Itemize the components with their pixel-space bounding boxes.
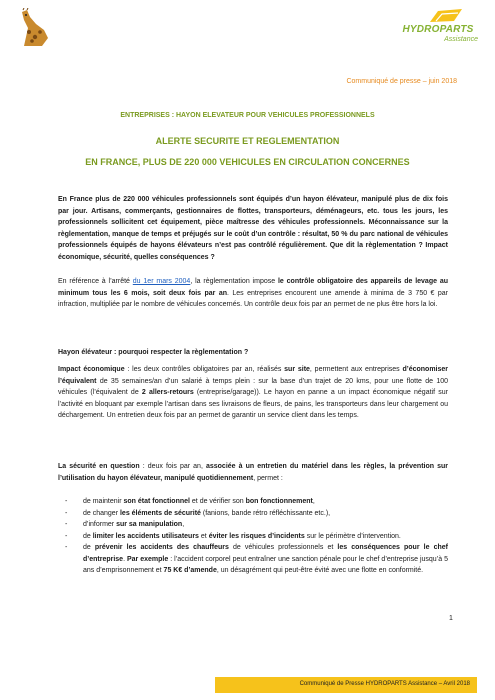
section-heading-text: Hayon élévateur : pourquoi respecter la règlementation ?	[58, 349, 249, 356]
list-item: - de changer les éléments de sécurité (fanions, bande rétro réfléchissante etc.),	[58, 508, 448, 520]
document-title: ALERTE SECURITE ET REGLEMENTATION	[155, 136, 340, 146]
list-item: - d’informer sur sa manipulation,	[58, 519, 448, 531]
document-kicker: ENTREPRISES : HAYON ELEVATEUR POUR VEHICULES PROFESSIONNELS	[120, 112, 375, 119]
giraffe-logo-icon	[18, 8, 52, 46]
safety-list	[58, 496, 448, 577]
logo-name: HYDROPARTS	[402, 24, 474, 35]
intro-paragraph	[58, 194, 448, 263]
dash-bullet-icon: -	[65, 521, 68, 528]
footer-text: Communiqué de Presse HYDROPARTS Assistance – Avril 2018	[299, 681, 470, 687]
logo-swoosh-icon	[428, 8, 464, 24]
economic-impact-paragraph	[58, 364, 448, 422]
regulation-text: En référence à l’arrêté du 1er mars 2004, la règlementation impose le contrôle obligatoire des appareils de levage au minimum tous les 6 mois, soit deux fois par an. Les entreprises encourent une amende à minima de 3 750 € par infraction, multipliée par le nombre de véhicules concernés. Un contrôle deux fois par an permet de ne plus être hors la loi.	[58, 278, 449, 308]
logo-subtitle: Assistance	[444, 36, 478, 43]
press-release-dateline: Communiqué de presse – juin 2018	[346, 78, 457, 85]
safety-lead-text: La sécurité en question : deux fois par an, associée à un entretien du matériel dans les règles, la prévention sur l’utilisation du hayon élévateur, manipulé quotidiennement, permet :	[58, 463, 449, 482]
regulation-paragraph	[58, 276, 448, 311]
section-heading	[58, 347, 448, 359]
safety-bullet-list	[58, 496, 448, 577]
list-item: - de limiter les accidents utilisateurs et éviter les risques d’incidents sur le périmètre d’intervention.	[58, 531, 448, 543]
document-subtitle: EN FRANCE, PLUS DE 220 000 VEHICULES EN CIRCULATION CONCERNES	[85, 157, 410, 167]
dash-bullet-icon: -	[65, 532, 68, 540]
dash-bullet-icon: -	[65, 498, 68, 505]
page-number: 1	[449, 615, 453, 622]
hydroparts-logo	[398, 8, 478, 48]
list-item: - de maintenir son état fonctionnel et de vérifier son bon fonctionnement,	[58, 496, 448, 508]
safety-paragraph	[58, 461, 448, 484]
dash-bullet-icon: -	[65, 509, 68, 517]
economic-impact-text: Impact économique : les deux contrôles obligatoires par an, réalisés sur site, permettent aux entreprises d’économiser l’équivalent de 35 semaines/an d’un salarié à temps plein : sur la base d’un trajet de 20 kms, pour une flotte de 100 véhicules (l’équivalent de 2 allers-retours (entreprise/garage)). Le hayon en panne a un impact économique négatif sur l’activité en bloquant par exemple l’artisan dans ses livraisons de fleurs, de pains, les transporteurs dans leur chargement ou déchargement. Un entretien deux fois par an permet de garantir un service client dans les temps.	[58, 366, 448, 419]
dash-bullet-icon: -	[65, 544, 68, 551]
decree-link[interactable]: du 1er mars 2004	[132, 278, 191, 285]
intro-text: En France plus de 220 000 véhicules professionnels sont équipés d’un hayon élévateur, manipulé plus de dix fois par jour. Artisans, commerçants, gestionnaires de flottes, transporteurs, déménageurs, etc. tous les jours, les professionnels sollicitent cet équipement, pièce maîtresse des véhicules professionnels. Méconnaissance sur la règlementation, manque de temps et préjugés sur le coût d’un contrôle : résultat, 50 % du parc national de véhicules professionnels équipés de hayons élévateurs n’est pas contrôlé régulièrement. Que dit la règlementation ? Impact économique, sécurité, quelles conséquences ?	[58, 196, 448, 261]
list-item: - de prévenir les accidents des chauffeurs de véhicules professionnels et les conséquences pour le chef d’entreprise. Par exemple : l’accident corporel peut entraîner une sanction pénale pour le chef d’entreprise jusqu’à 5 ans d’emprisonnement et 75 K€ d’amende, un désagrément qui peut-être évité avec une flotte en conformité.	[65, 544, 449, 574]
